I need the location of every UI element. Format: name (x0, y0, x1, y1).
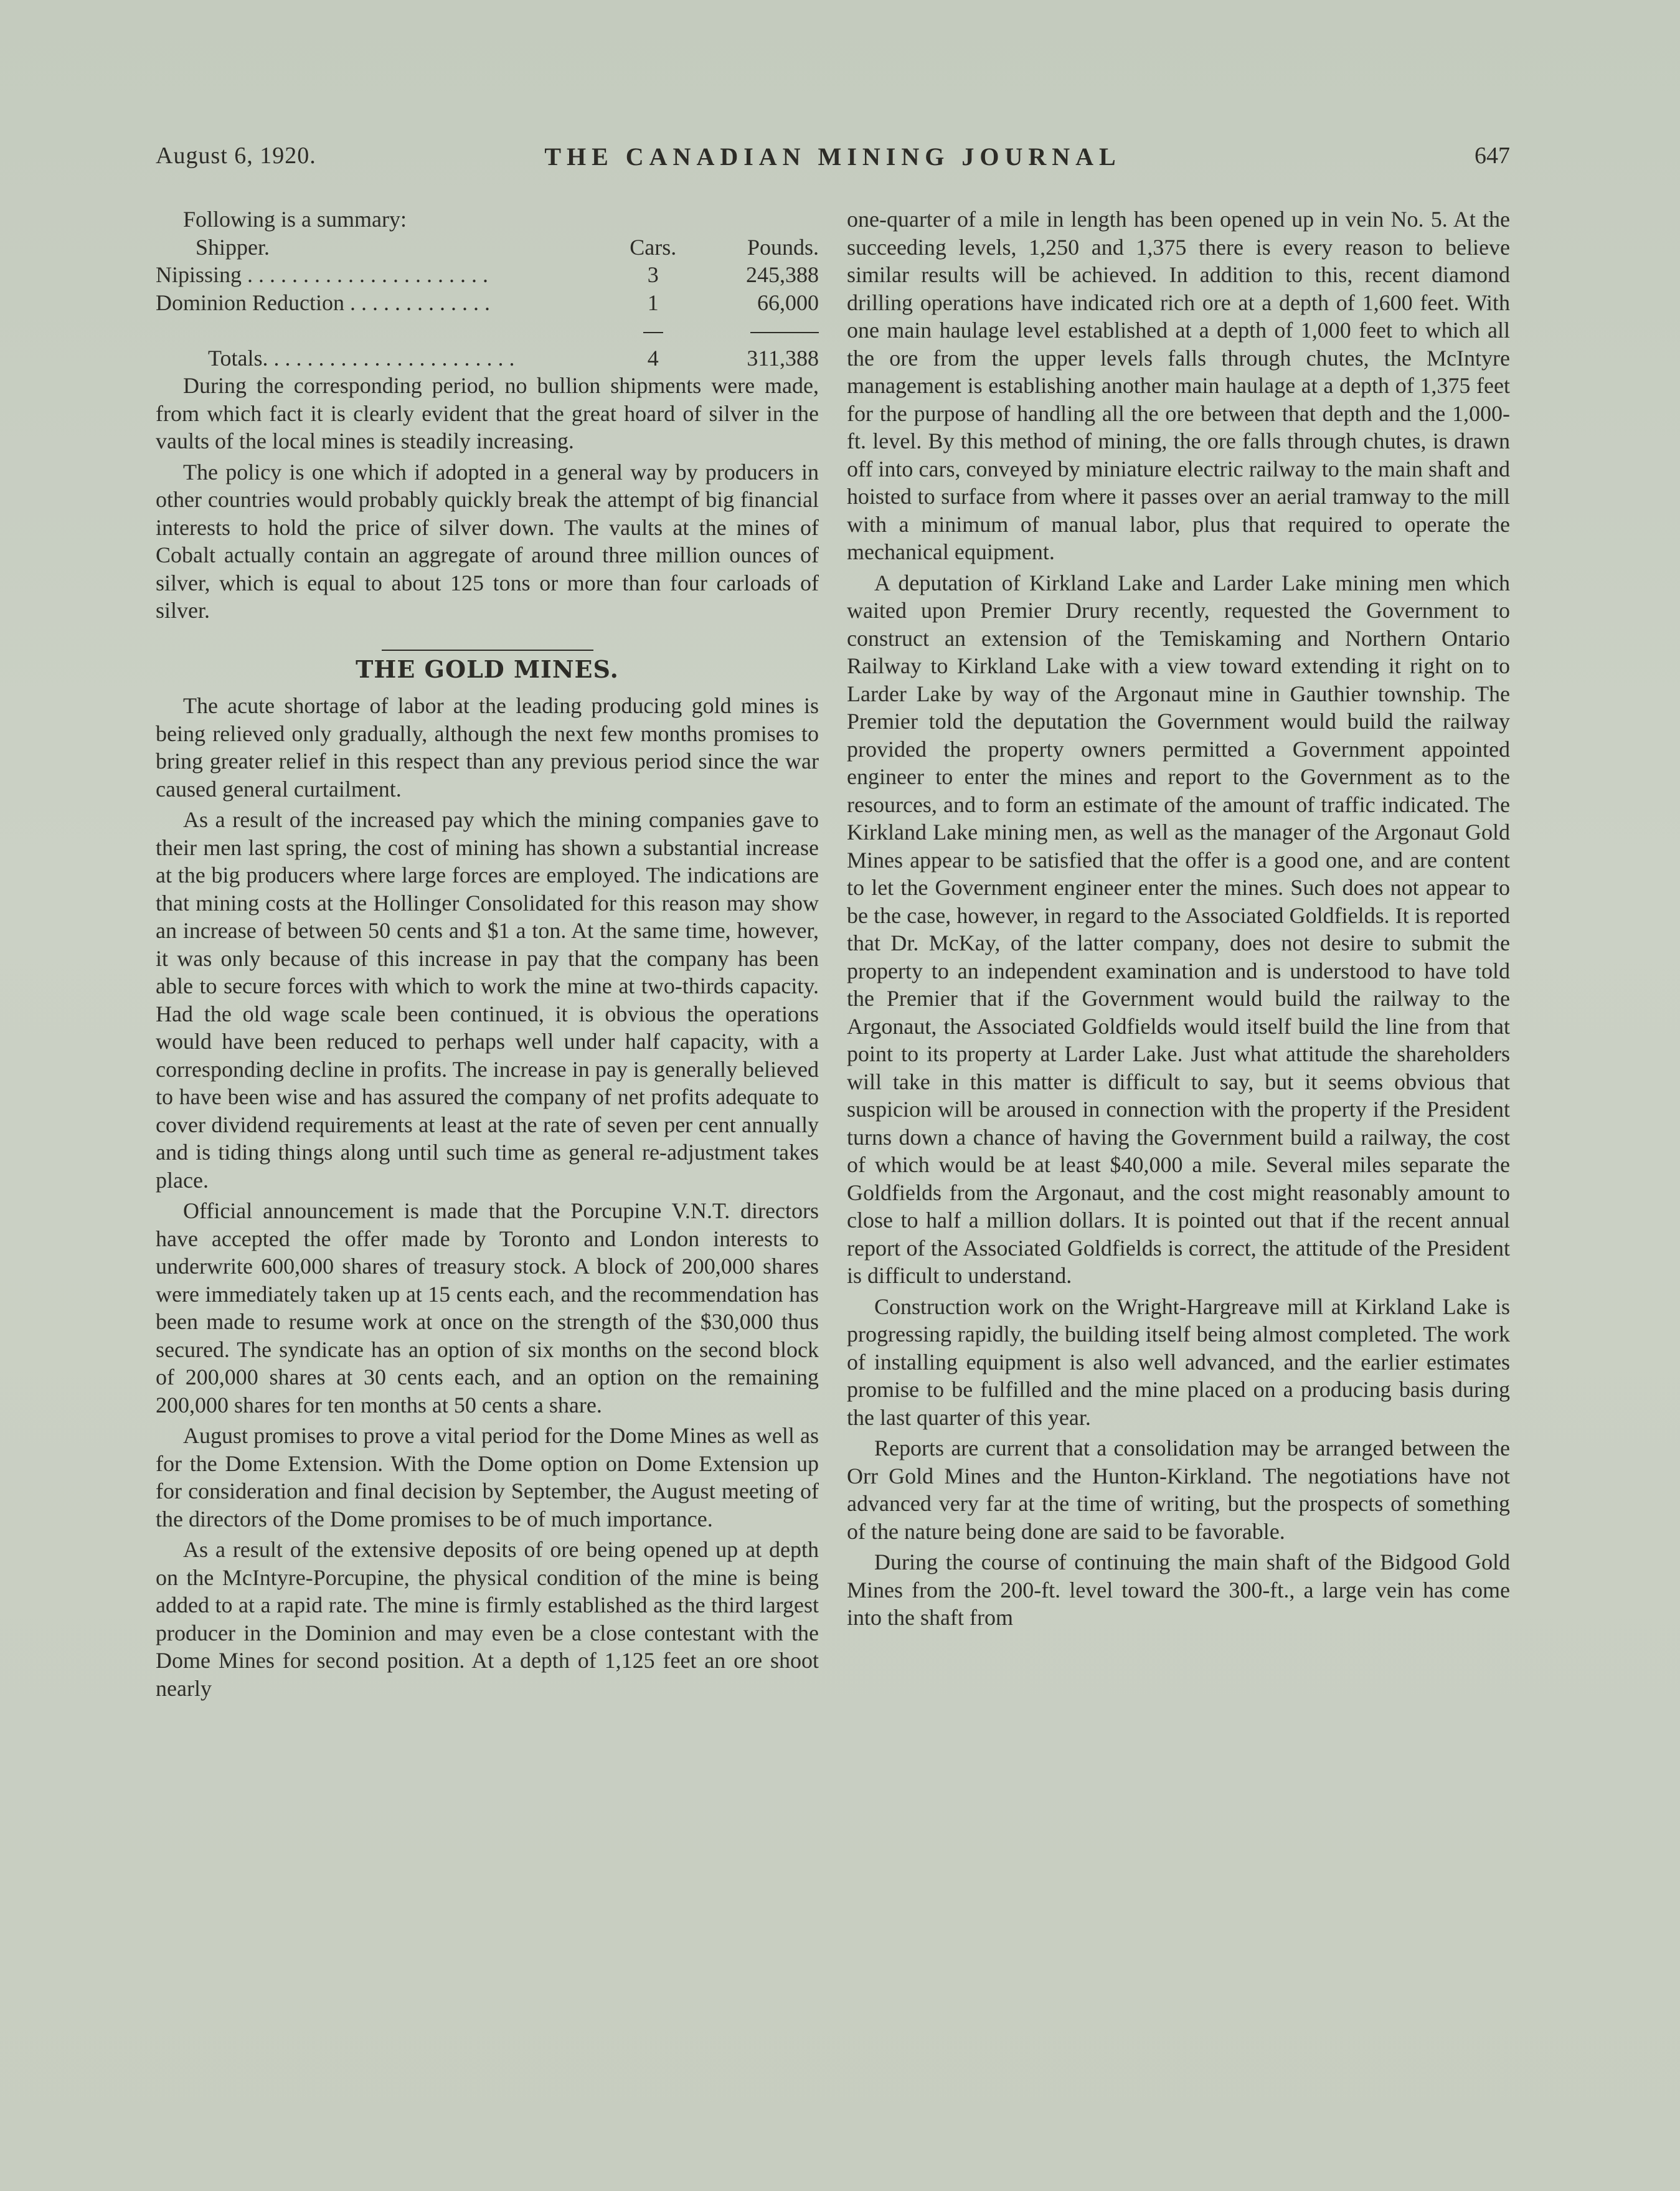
paragraph: The acute shortage of labor at the leading producing gold mines is being relieved only gradually, although the next few months promises to bring greater relief in this respect than any previous period since the war caused general curtailment. (156, 693, 819, 802)
issue-date: August 6, 1920. (156, 143, 316, 169)
shipper-name: Nipissing . . . . . . . . . . . . . . . . . . . . . . (156, 262, 489, 287)
left-column (156, 206, 819, 2111)
shipment-table (156, 234, 819, 372)
totals-row (156, 344, 819, 372)
paragraph: A deputation of Kirkland Lake and Larder Lake mining men which waited upon Premier Drury recently, requested the Government to construct an extension of the Temiskaming and Northern Ontario Railway to Kirkland Lake with a view toward extending it right on to Larder Lake by way of the Argonaut mine in Gauthier township. The Premier told the deputation the Government would build the railway provided the property owners permitted a Government appointed engineer to enter the mines and report to the Government as to the resources, and to form an estimate of the amount of traffic indicated. The Kirkland Lake mining men, as well as the manager of the Argonaut Gold Mines appear to be satisfied that the offer is a good one, and are content to let the Government engineer enter the mines. Such does not appear to be the case, however, in regard to the Associated Goldfields. It is reported that Dr. McKay, of the latter company, does not desire to submit the property to an independent examination and is understood to have told the Premier that if the Government would build the railway to the Argonaut, the Associated Goldfields would itself build the line from that point to its property at Larder Lake. Just what attitude the shareholders will take in this matter is difficult to say, but it seems obvious that suspicion will be aroused in connection with the property if the President turns down a chance of having the Government build a railway, the cost of which would be at least $40,000 a mile. Several miles separate the Goldfields from the Argonaut, and the cost might reasonably amount to close to half a million dollars. It is pointed out that if the recent annual report of the Associated Goldfields is correct, the attitude of the President is difficult to understand. (847, 570, 1510, 1288)
shipper-name: Dominion Reduction . . . . . . . . . . . . . (156, 290, 490, 315)
right-column (847, 206, 1510, 2111)
paragraph: one-quarter of a mile in length has been opened up in vein No. 5. At the succeeding levels, 1,250 and 1,375 there is every reason to believe similar results will be achieved. In addition to this, recent diamond drilling operations have indicated rich ore at a depth of 1,600 feet. With one main haulage level established at a depth of 1,000 feet to which all the ore from the upper levels falls through chutes, the McIntyre management is establishing another main haulage at a depth of 1,375 feet for the purpose of handling all the ore between that depth and the 1,000-ft. level. By this method of mining, the ore falls through chutes, is drawn off into cars, conveyed by miniature electric railway to the main shaft and hoisted to surface from where it passes over an aerial tramway to the mill with a minimum of manual labor, plus that required to operate the mechanical equipment. (847, 207, 1510, 564)
totals-pounds: 311,388 (747, 345, 819, 371)
paragraph: During the corresponding period, no bullion shipments were made, from which fact it is clearly evident that the great hoard of silver in the vaults of the local mines is steadily increasing. (156, 373, 819, 453)
paragraph: The policy is one which if adopted in a general way by producers in other countries would probably quickly break the attempt of big financial interests to hold the price of silver down. The vaults at the mines of Cobalt actually contain an aggregate of around three million ounces of silver, which is equal to about 125 tons or more than four carloads of silver. (156, 459, 819, 623)
cars-value: 3 (647, 262, 659, 287)
table-rule-row (156, 316, 819, 344)
paragraph: Official announcement is made that the Porcupine V.N.T. directors have accepted the offer made by Toronto and London interests to underwrite 600,000 shares of treasury stock. A block of 200,000 shares were immediately taken up at 15 cents each, and the recommendation has been made to resume work at once on the strength of the $30,000 thus secured. The syndicate has an option of six months on the second block of 200,000 shares at 30 cents each, and an option on the remaining 200,000 shares for ten months at 50 cents a share. (156, 1198, 819, 1417)
paragraph: Reports are current that a consolidation may be arranged between the Orr Gold Mines and the Hunton-Kirkland. The negotiations have not advanced very far at the time of writing, but the prospects of something of the nature being done are said to be favorable. (847, 1436, 1510, 1544)
pounds-value: 66,000 (757, 290, 819, 315)
totals-cars: 4 (647, 345, 659, 371)
table-row (156, 261, 819, 289)
col-header-pounds: Pounds. (747, 234, 819, 260)
journal-title: THE CANADIAN MINING JOURNAL (544, 143, 1121, 171)
rule-divider (750, 332, 819, 333)
totals-label: Totals. . . . . . . . . . . . . . . . . . . . . . . (208, 345, 515, 371)
col-header-shipper: Shipper. (196, 234, 270, 260)
running-header (156, 142, 1510, 179)
table-header-row (156, 234, 819, 262)
section-heading: THE GOLD MINES. (356, 655, 619, 683)
summary-intro: Following is a summary: (183, 207, 407, 232)
paragraph: August promises to prove a vital period for the Dome Mines as well as for the Dome Extension. With the Dome option on Dome Extension up for consideration and final decision by September, the August meeting of the directors of the Dome promises to be of much importance. (156, 1423, 819, 1531)
table-row (156, 289, 819, 317)
col-header-cars: Cars. (630, 234, 677, 260)
shipment-summary (156, 206, 819, 372)
section-divider (382, 650, 593, 651)
rule-divider (643, 332, 663, 333)
cars-value: 1 (647, 290, 659, 315)
pounds-value: 245,388 (746, 262, 819, 287)
paragraph: As a result of the increased pay which the mining companies gave to their men last spring, the cost of mining has shown a substantial increase at the big producers where large forces are employed. The indications are that mining costs at the Hollinger Consolidated for this reason may show an increase of between 50 cents and $1 a ton. At the same time, however, it was only because of this increase in pay that the company has been able to secure forces with which to work the mine at two-thirds capacity. Had the old wage scale been continued, it is obvious the operations would have been reduced to perhaps well under half capacity, with a corresponding decline in profits. The increase in pay is generally believed to have been wise and has assured the company of net profits adequate to cover dividend requirements at least at the rate of seven per cent annually and is tiding things along until such time as general re-adjustment takes place. (156, 807, 819, 1193)
page-number: 647 (1475, 143, 1510, 169)
paragraph: As a result of the extensive deposits of ore being opened up at depth on the McIntyre-Porcupine, the physical condition of the mine is being added to at a rapid rate. The mine is firmly established as the third largest producer in the Dominion and may even be a close contestant with the Dome Mines for second position. At a depth of 1,125 feet an ore shoot nearly (156, 1537, 819, 1701)
paragraph: During the course of continuing the main shaft of the Bidgood Gold Mines from the 200-ft. level toward the 300-ft., a large vein has come into the shaft from (847, 1550, 1510, 1630)
paragraph: Construction work on the Wright-Hargreave mill at Kirkland Lake is progressing rapidly, the building itself being almost completed. The work of installing equipment is also well advanced, and the earlier estimates promise to be fulfilled and the mine placed on a producing basis during the last quarter of this year. (847, 1294, 1510, 1430)
